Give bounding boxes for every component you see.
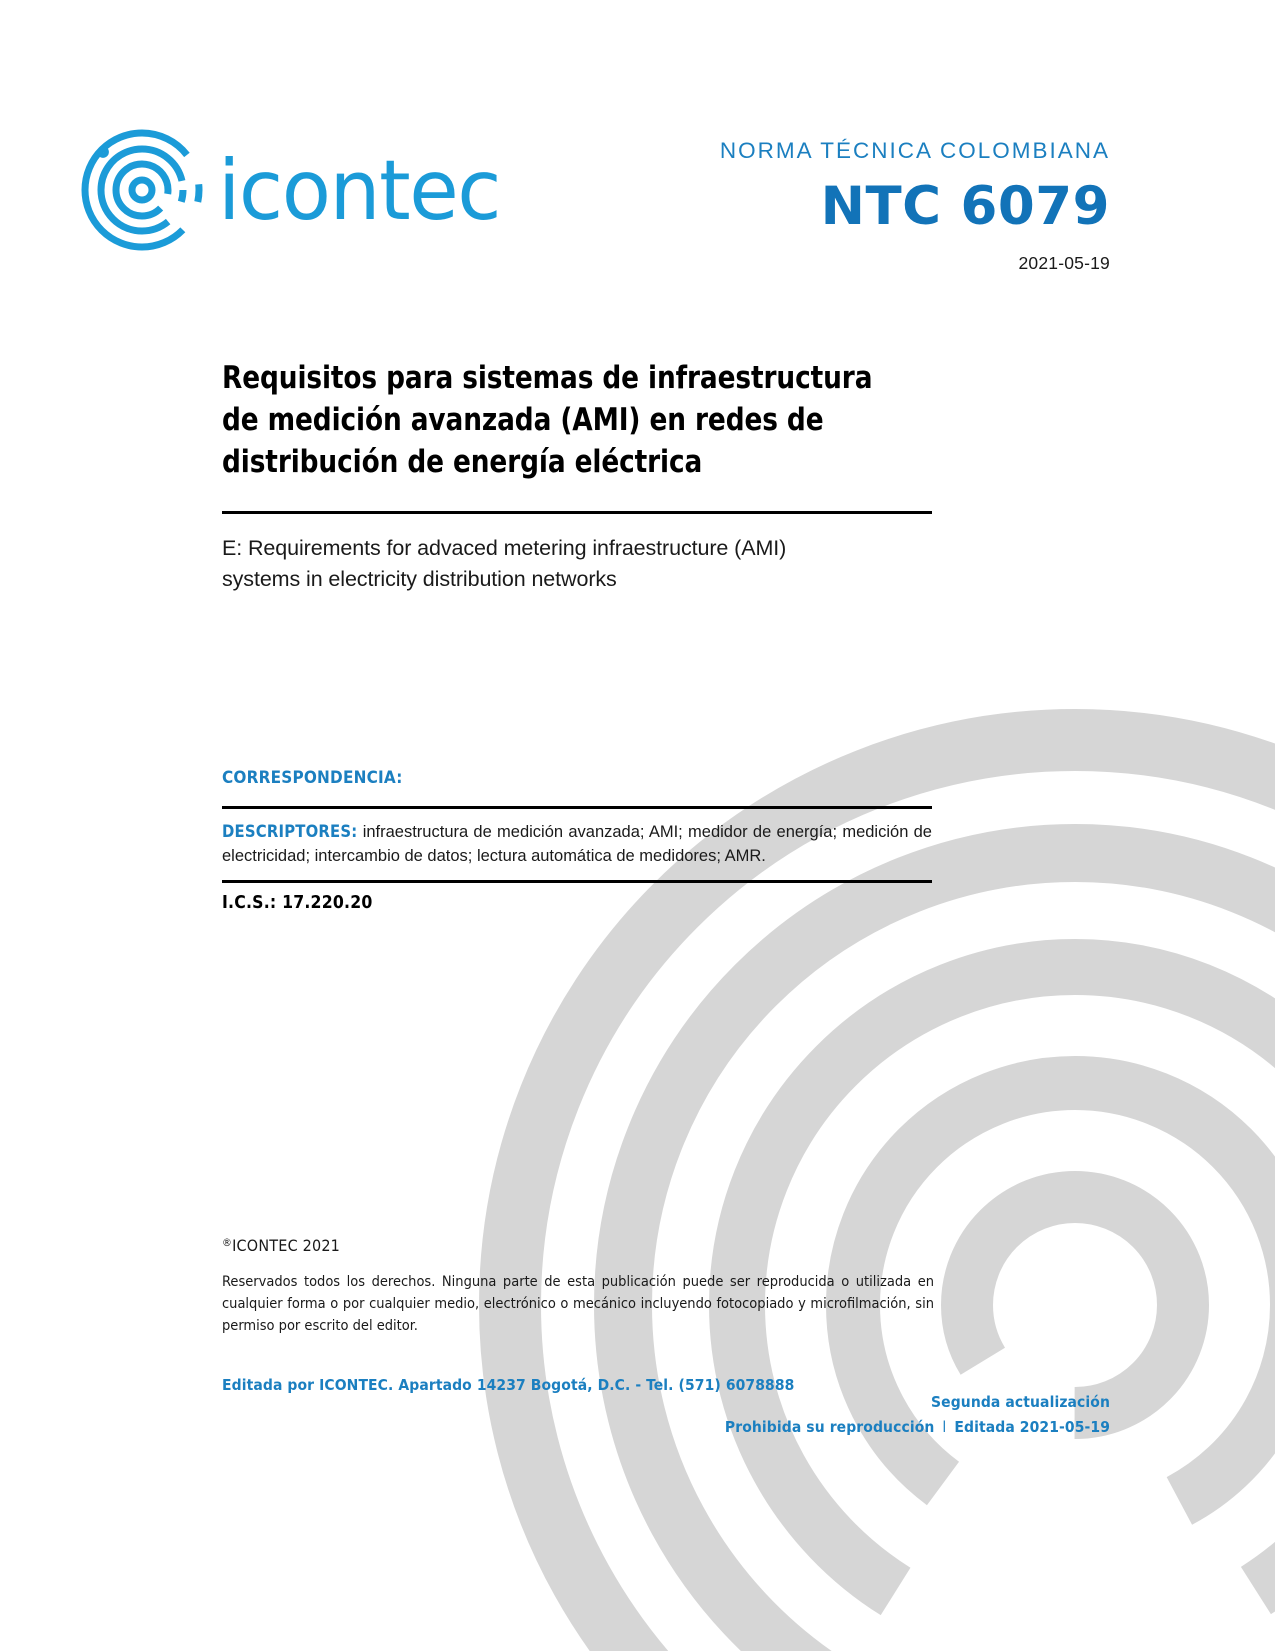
registered-trademark-icon: ® xyxy=(222,1236,233,1249)
publication-date: 2021-05-19 xyxy=(1018,253,1110,273)
ics-code: I.C.S.: 17.220.20 xyxy=(222,893,373,913)
rights-paragraph: Reservados todos los derechos. Ninguna parte de esta publicación puede ser reproducida o utilizada en cualquier forma o por cualquier medio, electrónico o mecánico incluyendo fotocopiado y microfilmación, sin permiso por escrito del editor. xyxy=(222,1274,934,1334)
edition-date: Editada 2021-05-19 xyxy=(954,1417,1110,1436)
title-spanish-line-1: Requisitos para sistemas de infraestructura xyxy=(222,360,873,396)
edition-info xyxy=(725,1390,1110,1440)
title-english-line-2: systems in electricity distribution networks xyxy=(222,566,617,591)
norma-tecnica-label: NORMA TÉCNICA COLOMBIANA xyxy=(719,138,1110,163)
title-english xyxy=(222,533,942,594)
icontec-logo xyxy=(78,126,509,254)
separator-glyph: l xyxy=(942,1417,947,1436)
page-header xyxy=(0,0,1275,300)
correspondencia-label: CORRESPONDENCIA: xyxy=(222,768,403,788)
reproduction-prohibited: Prohibida su reproducción xyxy=(724,1417,935,1436)
standard-number: NTC 6079 xyxy=(820,176,1110,237)
descriptores-value: infraestructura de medición avanzada; AMI; medidor de energía; medición de electricidad; intercambio de datos; lectura automática de medidores; AMR. xyxy=(222,823,932,865)
descriptores-divider-rule xyxy=(222,880,932,883)
icontec-logo-icon xyxy=(78,126,206,254)
title-spanish-line-3: distribución de energía eléctrica xyxy=(222,443,703,480)
title-english-line-1: E: Requirements for advaced metering infraestructure (AMI) xyxy=(222,536,787,560)
correspondencia-divider-rule xyxy=(222,806,932,809)
title-spanish-line-2: de medición avanzada (AMI) en redes de xyxy=(222,401,824,438)
standard-identification xyxy=(720,138,1110,274)
descriptores-block xyxy=(222,820,932,869)
icontec-wordmark: icontec xyxy=(218,141,501,239)
descriptores-label: DESCRIPTORES: xyxy=(222,822,358,841)
title-spanish xyxy=(222,358,932,484)
edition-update: Segunda actualización xyxy=(931,1393,1110,1411)
publisher-line: Editada por ICONTEC. Apartado 14237 Bogotá, D.C. - Tel. (571) 6078888 xyxy=(222,1376,795,1394)
title-divider-rule xyxy=(222,511,932,514)
copyright-text: ICONTEC 2021 xyxy=(232,1236,341,1255)
copyright-notice xyxy=(222,1236,340,1255)
